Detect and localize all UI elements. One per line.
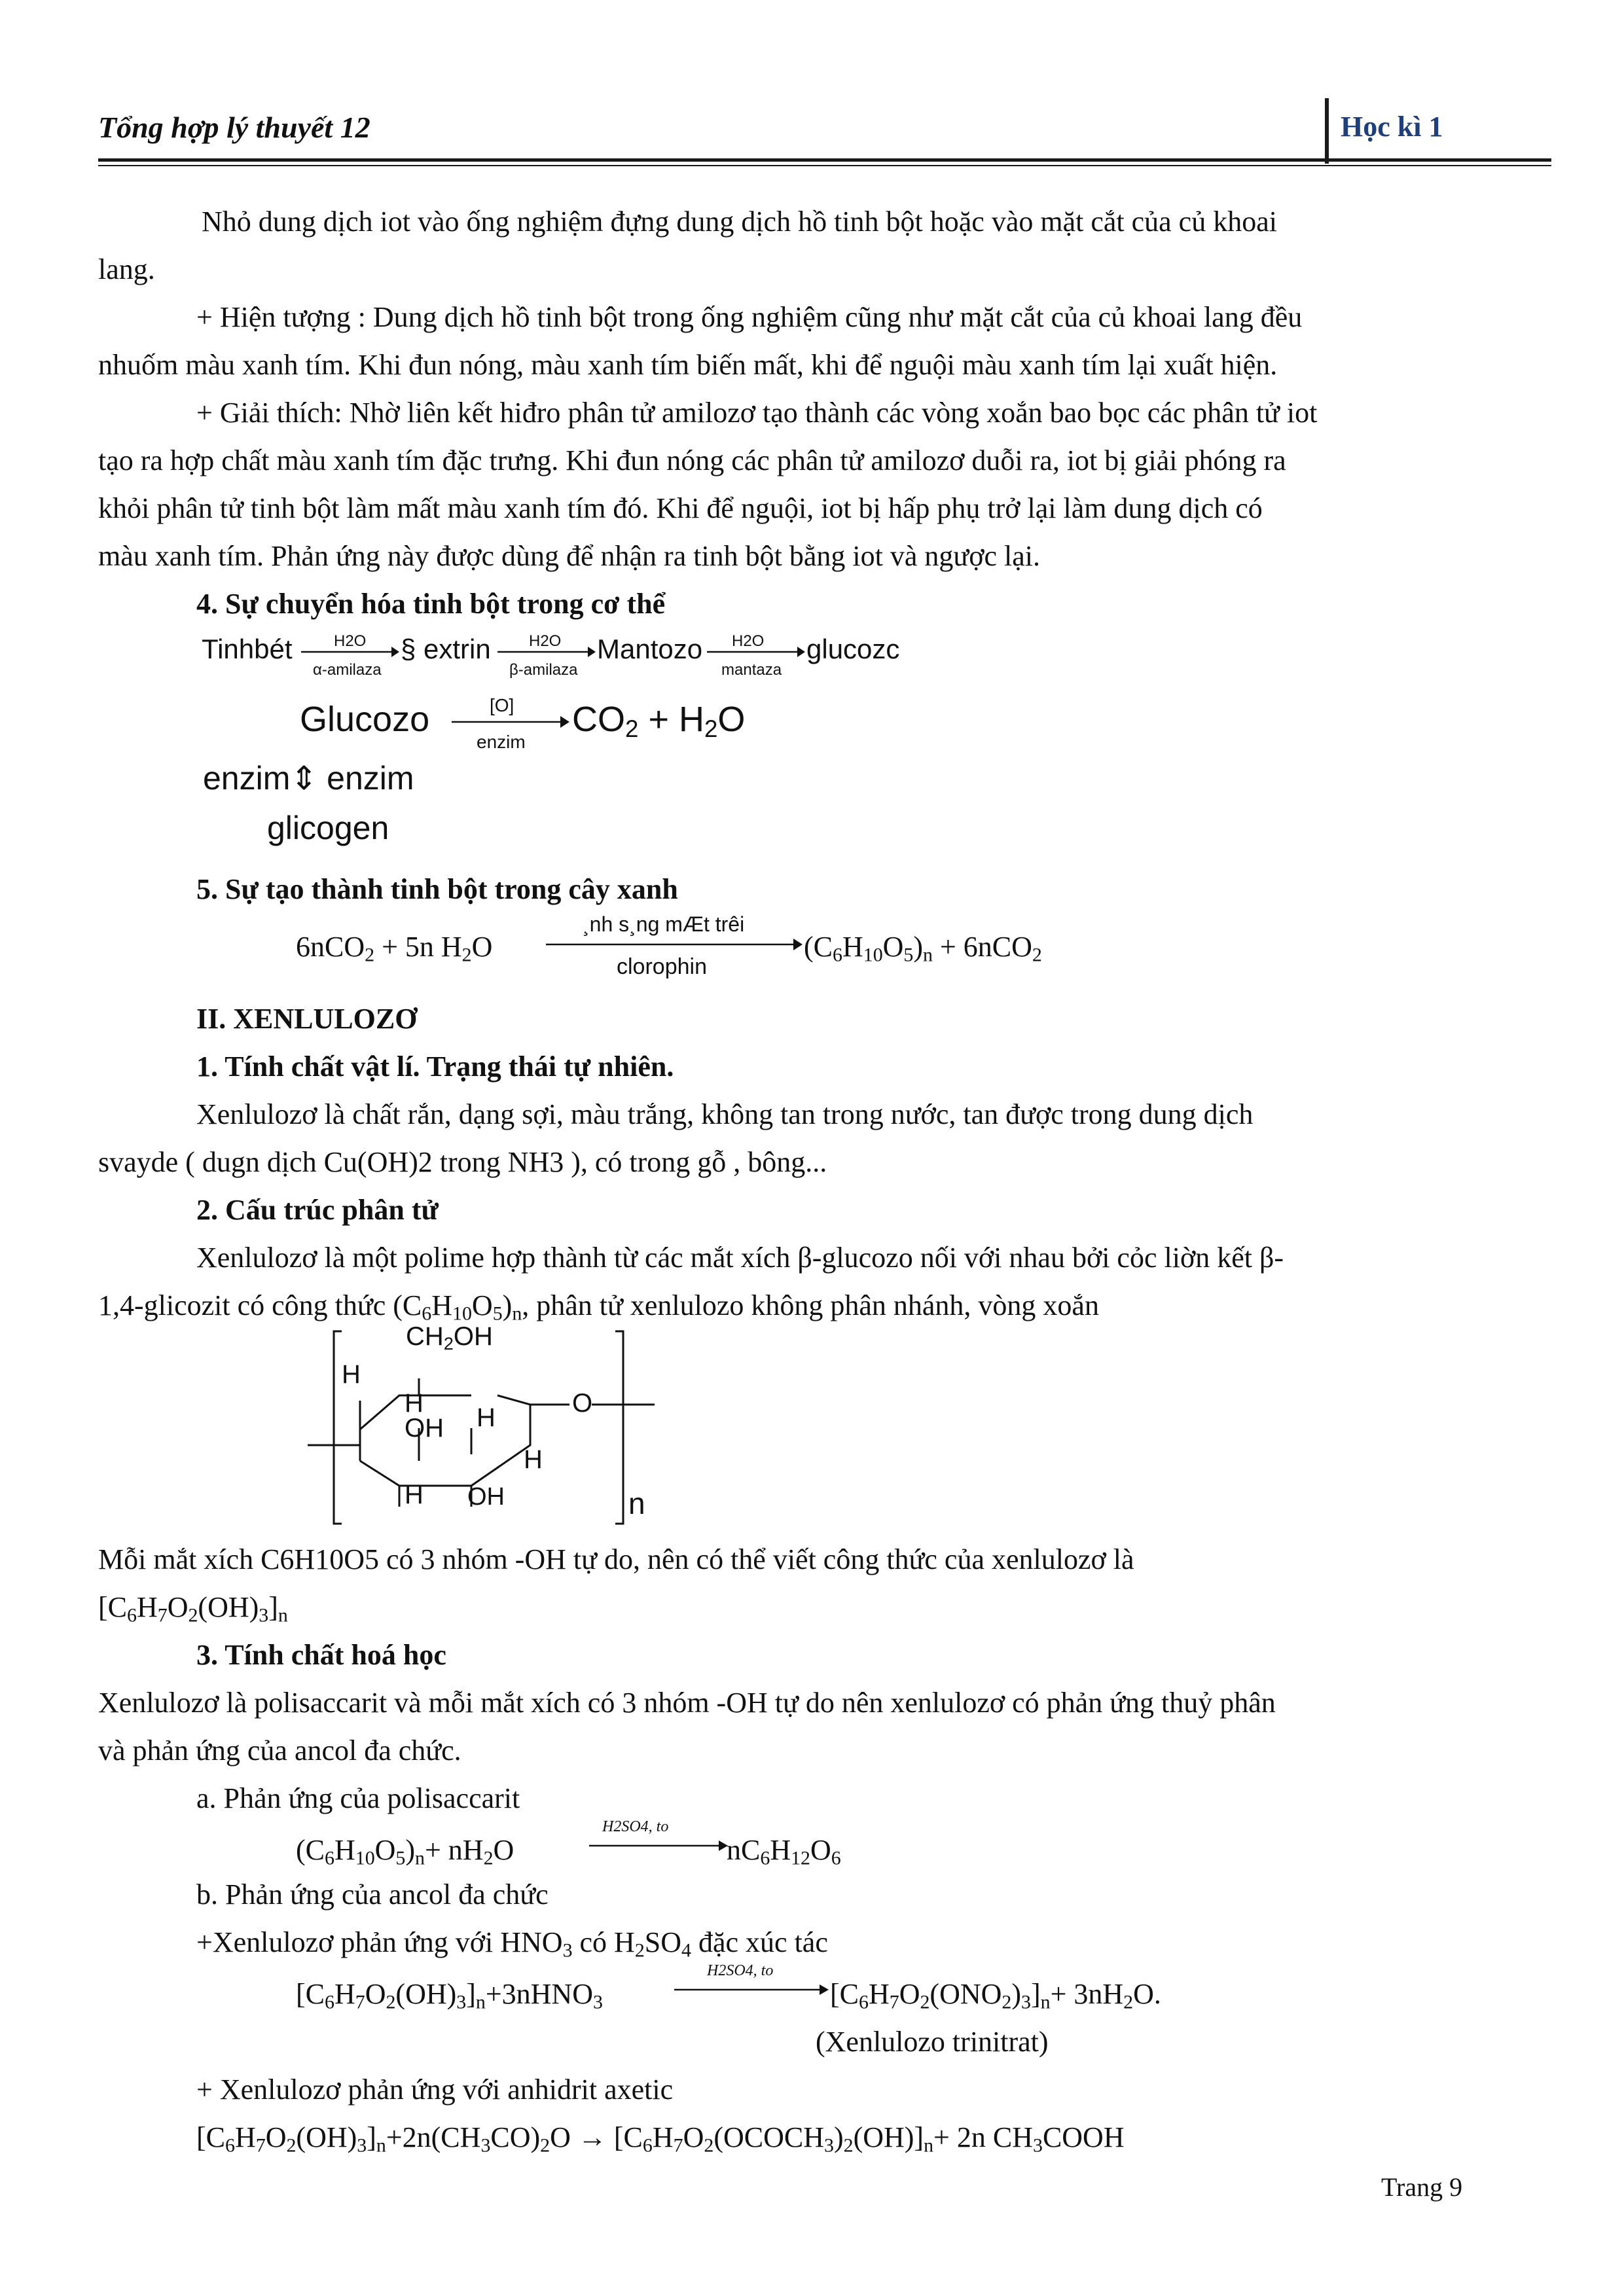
explanation-line-4: màu xanh tím. Phản ứng này được dùng để nhận ra tinh bột bằng iot và ngược lại. xyxy=(98,540,1041,572)
monomer-line-1: Mỗi mắt xích C6H10O5 có 3 nhóm -OH tự do, nên có thể viết công thức của xenlulozơ là xyxy=(98,1543,1134,1575)
ch2oh-label xyxy=(406,1322,493,1352)
arrow-1-bottom: α-amilaza xyxy=(313,661,382,679)
hydrolysis-product: $nC_6H_{12}O_6$ xyxy=(727,1834,841,1869)
scheme-dextrin: § extrin xyxy=(401,634,491,664)
h-label-4: H xyxy=(524,1445,543,1474)
n-label: n xyxy=(628,1486,645,1520)
arrow-1 xyxy=(301,644,399,660)
document-title: Tổng hợp lý thuyết 12 xyxy=(98,111,370,144)
h2o-o: O xyxy=(717,700,746,739)
scheme-glucose: glucozc xyxy=(806,634,900,664)
iodine-test-line-1: Nhỏ dung dịch iot vào ống nghiệm đựng dung dịch hồ tinh bột hoặc vào mặt cắt của củ khoai xyxy=(202,206,1277,238)
ch2oh-sub: 2 xyxy=(443,1333,454,1354)
anhydride-label: + Xenlulozơ phản ứng với anhidrit axetic xyxy=(196,2073,674,2106)
structure-line-2-pre: 1,4-glicozit có công thức xyxy=(98,1289,393,1321)
hydrolysis-arrow xyxy=(589,1838,728,1854)
arrow-1-top: H2O xyxy=(334,632,367,650)
polyol-label: b. Phản ứng của ancol đa chức xyxy=(196,1878,549,1910)
nitration-catalyst: H2SO4, to xyxy=(707,1962,774,1979)
oxidation-arrow-bottom: enzim xyxy=(477,732,526,752)
hydrolysis-reactants: $(C_6H_{10}O_5)_n+ nH_2O$ xyxy=(296,1834,514,1869)
page-number: Trang 9 xyxy=(1381,2172,1463,2202)
oh-label-2: OH xyxy=(467,1483,505,1511)
phenomenon-line-2: nhuốm màu xanh tím. Khi đun nóng, màu xanh tím biến mất, khi để nguội màu xanh tím lại xuất hiện. xyxy=(98,349,1278,381)
part-2-heading: II. XENLULOZƠ xyxy=(196,1003,418,1035)
h2o-h: H xyxy=(679,700,704,739)
chemistry-line-2: và phản ứng của ancol đa chức. xyxy=(98,1734,461,1767)
scheme-maltose: Mantozo xyxy=(597,634,703,664)
arrow-2 xyxy=(497,644,596,660)
header-rule-thick xyxy=(98,158,1551,162)
arrow-2-bottom: β-amilaza xyxy=(509,661,578,679)
h-label-2: H xyxy=(405,1389,424,1418)
structure-line-2: 1,4-glicozit có công thức $(C_6H_{10}O_5)_n$, phân tử xenlulozo không phân nhánh, vòng xoắn xyxy=(98,1289,1099,1325)
photosynthesis-arrow xyxy=(546,936,803,953)
photosynthesis-arrow-bottom: clorophin xyxy=(617,954,707,979)
section-5-heading: 5. Sự tạo thành tinh bột trong cây xanh xyxy=(196,873,678,905)
ch2oh-oh: OH xyxy=(453,1322,493,1351)
oxidation-glucose: Glucozo xyxy=(300,700,430,739)
nitration-arrow xyxy=(674,1982,829,1998)
acetylation-equation: $[C_6H_7O_2(OH)_3]_n+2n(CH_3CO)_2O$ → $[C_6H_7O_2(OCOCH_3)_2(OH)]_n+ 2n$ $CH_3COOH$ xyxy=(196,2121,1125,2157)
h-label-5: H xyxy=(405,1480,424,1509)
polysaccharide-label: a. Phản ứng của polisaccarit xyxy=(196,1782,520,1814)
nitric-label: +Xenlulozơ phản ứng với $HNO_3$ có $H_2SO_4$ đặc xúc tác xyxy=(196,1926,828,1962)
trinitrate-label: (Xenlulozo trinitrat) xyxy=(816,2026,1049,2058)
header-divider-vertical xyxy=(1325,98,1329,164)
arrow-2-top: H2O xyxy=(529,632,562,650)
ch2oh-c: CH xyxy=(406,1322,444,1351)
header-rule-thin xyxy=(98,165,1551,166)
h-label-1: H xyxy=(342,1360,361,1389)
structure-line-2-post: , phân tử xenlulozo không phân nhánh, vòng xoắn xyxy=(522,1289,1099,1321)
monomer-formula: $[C_6H_7O_2(OH)_3]_n$ xyxy=(98,1591,288,1626)
photosynthesis-arrow-top: ¸nh s¸ng mÆt trêi xyxy=(583,912,745,936)
sub-1-heading: 1. Tính chất vật lí. Trạng thái tự nhiên. xyxy=(196,1050,674,1083)
hydrolysis-catalyst: H2SO4, to xyxy=(602,1818,669,1835)
scheme-starch: Tinhbét xyxy=(202,634,293,664)
sub-2-heading: 2. Cấu trúc phân tử xyxy=(196,1194,439,1226)
nitration-reactants: $[C_6H_7O_2(OH)_3]_n+3nHNO_3$ xyxy=(296,1978,603,2013)
o-label: O xyxy=(572,1389,593,1418)
h2o-subscript: 2 xyxy=(704,715,718,743)
arrow-3 xyxy=(707,644,805,660)
plus-sign: + xyxy=(648,700,669,739)
arrow-3-top: H2O xyxy=(732,632,765,650)
sub-3-heading: 3. Tính chất hoá học xyxy=(196,1639,446,1671)
oxidation-arrow xyxy=(452,713,569,730)
chemistry-line-1: Xenlulozơ là polisaccarit và mỗi mắt xích có 3 nhóm -OH tự do nên xenlulozơ có phản ứng thuỷ phân xyxy=(98,1687,1276,1719)
explanation-line-2: tạo ra hợp chất màu xanh tím đặc trưng. Khi đun nóng các phân tử amilozơ duỗi ra, iot bị giải phóng ra xyxy=(98,444,1286,476)
glycogen-label: glicogen xyxy=(267,810,389,846)
physical-line-2: svayde ( dugn dịch Cu(OH)2 trong NH3 ), có trong gỗ , bông... xyxy=(98,1146,827,1178)
oxidation-products xyxy=(572,699,746,743)
nitration-products: $[C_6H_7O_2(ONO_2)_3]_n+ 3nH_2O$. xyxy=(830,1978,1161,2013)
photosynthesis-reactants: 6nCO$_2$ + 5n $H_2O$ xyxy=(296,931,493,966)
section-4-heading: 4. Sự chuyển hóa tinh bột trong cơ thể xyxy=(196,588,666,620)
phenomenon-line-1: + Hiện tượng : Dung dịch hồ tinh bột trong ống nghiệm cũng như mặt cắt của củ khoai lang đều xyxy=(196,301,1303,333)
arrow-3-bottom: mantaza xyxy=(721,661,782,679)
oxidation-arrow-top: [O] xyxy=(490,695,514,715)
iodine-test-line-2: lang. xyxy=(98,253,155,285)
enzim-line: enzim⇕ enzim xyxy=(203,760,414,797)
co2-symbol: CO xyxy=(572,700,625,739)
oh-label-1: OH xyxy=(405,1414,444,1443)
structure-line-1: Xenlulozơ là một polime hợp thành từ các mắt xích β-glucozo nối với nhau bởi cỏc liờn kết β- xyxy=(196,1242,1284,1274)
explanation-line-1: + Giải thích: Nhờ liên kết hiđro phân tử amilozơ tạo thành các vòng xoắn bao bọc các phân tử iot xyxy=(196,397,1318,429)
h-label-3: H xyxy=(477,1403,496,1432)
semester-label: Học kì 1 xyxy=(1341,111,1443,143)
physical-line-1: Xenlulozơ là chất rắn, dạng sợi, màu trắng, không tan trong nước, tan được trong dung dịch xyxy=(196,1098,1254,1130)
explanation-line-3: khỏi phân tử tinh bột làm mất màu xanh tím đó. Khi để nguội, iot bị hấp phụ trở lại làm dung dịch có xyxy=(98,492,1263,524)
co2-subscript: 2 xyxy=(625,715,639,743)
photosynthesis-products: $(C_6H_{10}O_5)_n + 6nCO_2$ xyxy=(804,931,1042,966)
